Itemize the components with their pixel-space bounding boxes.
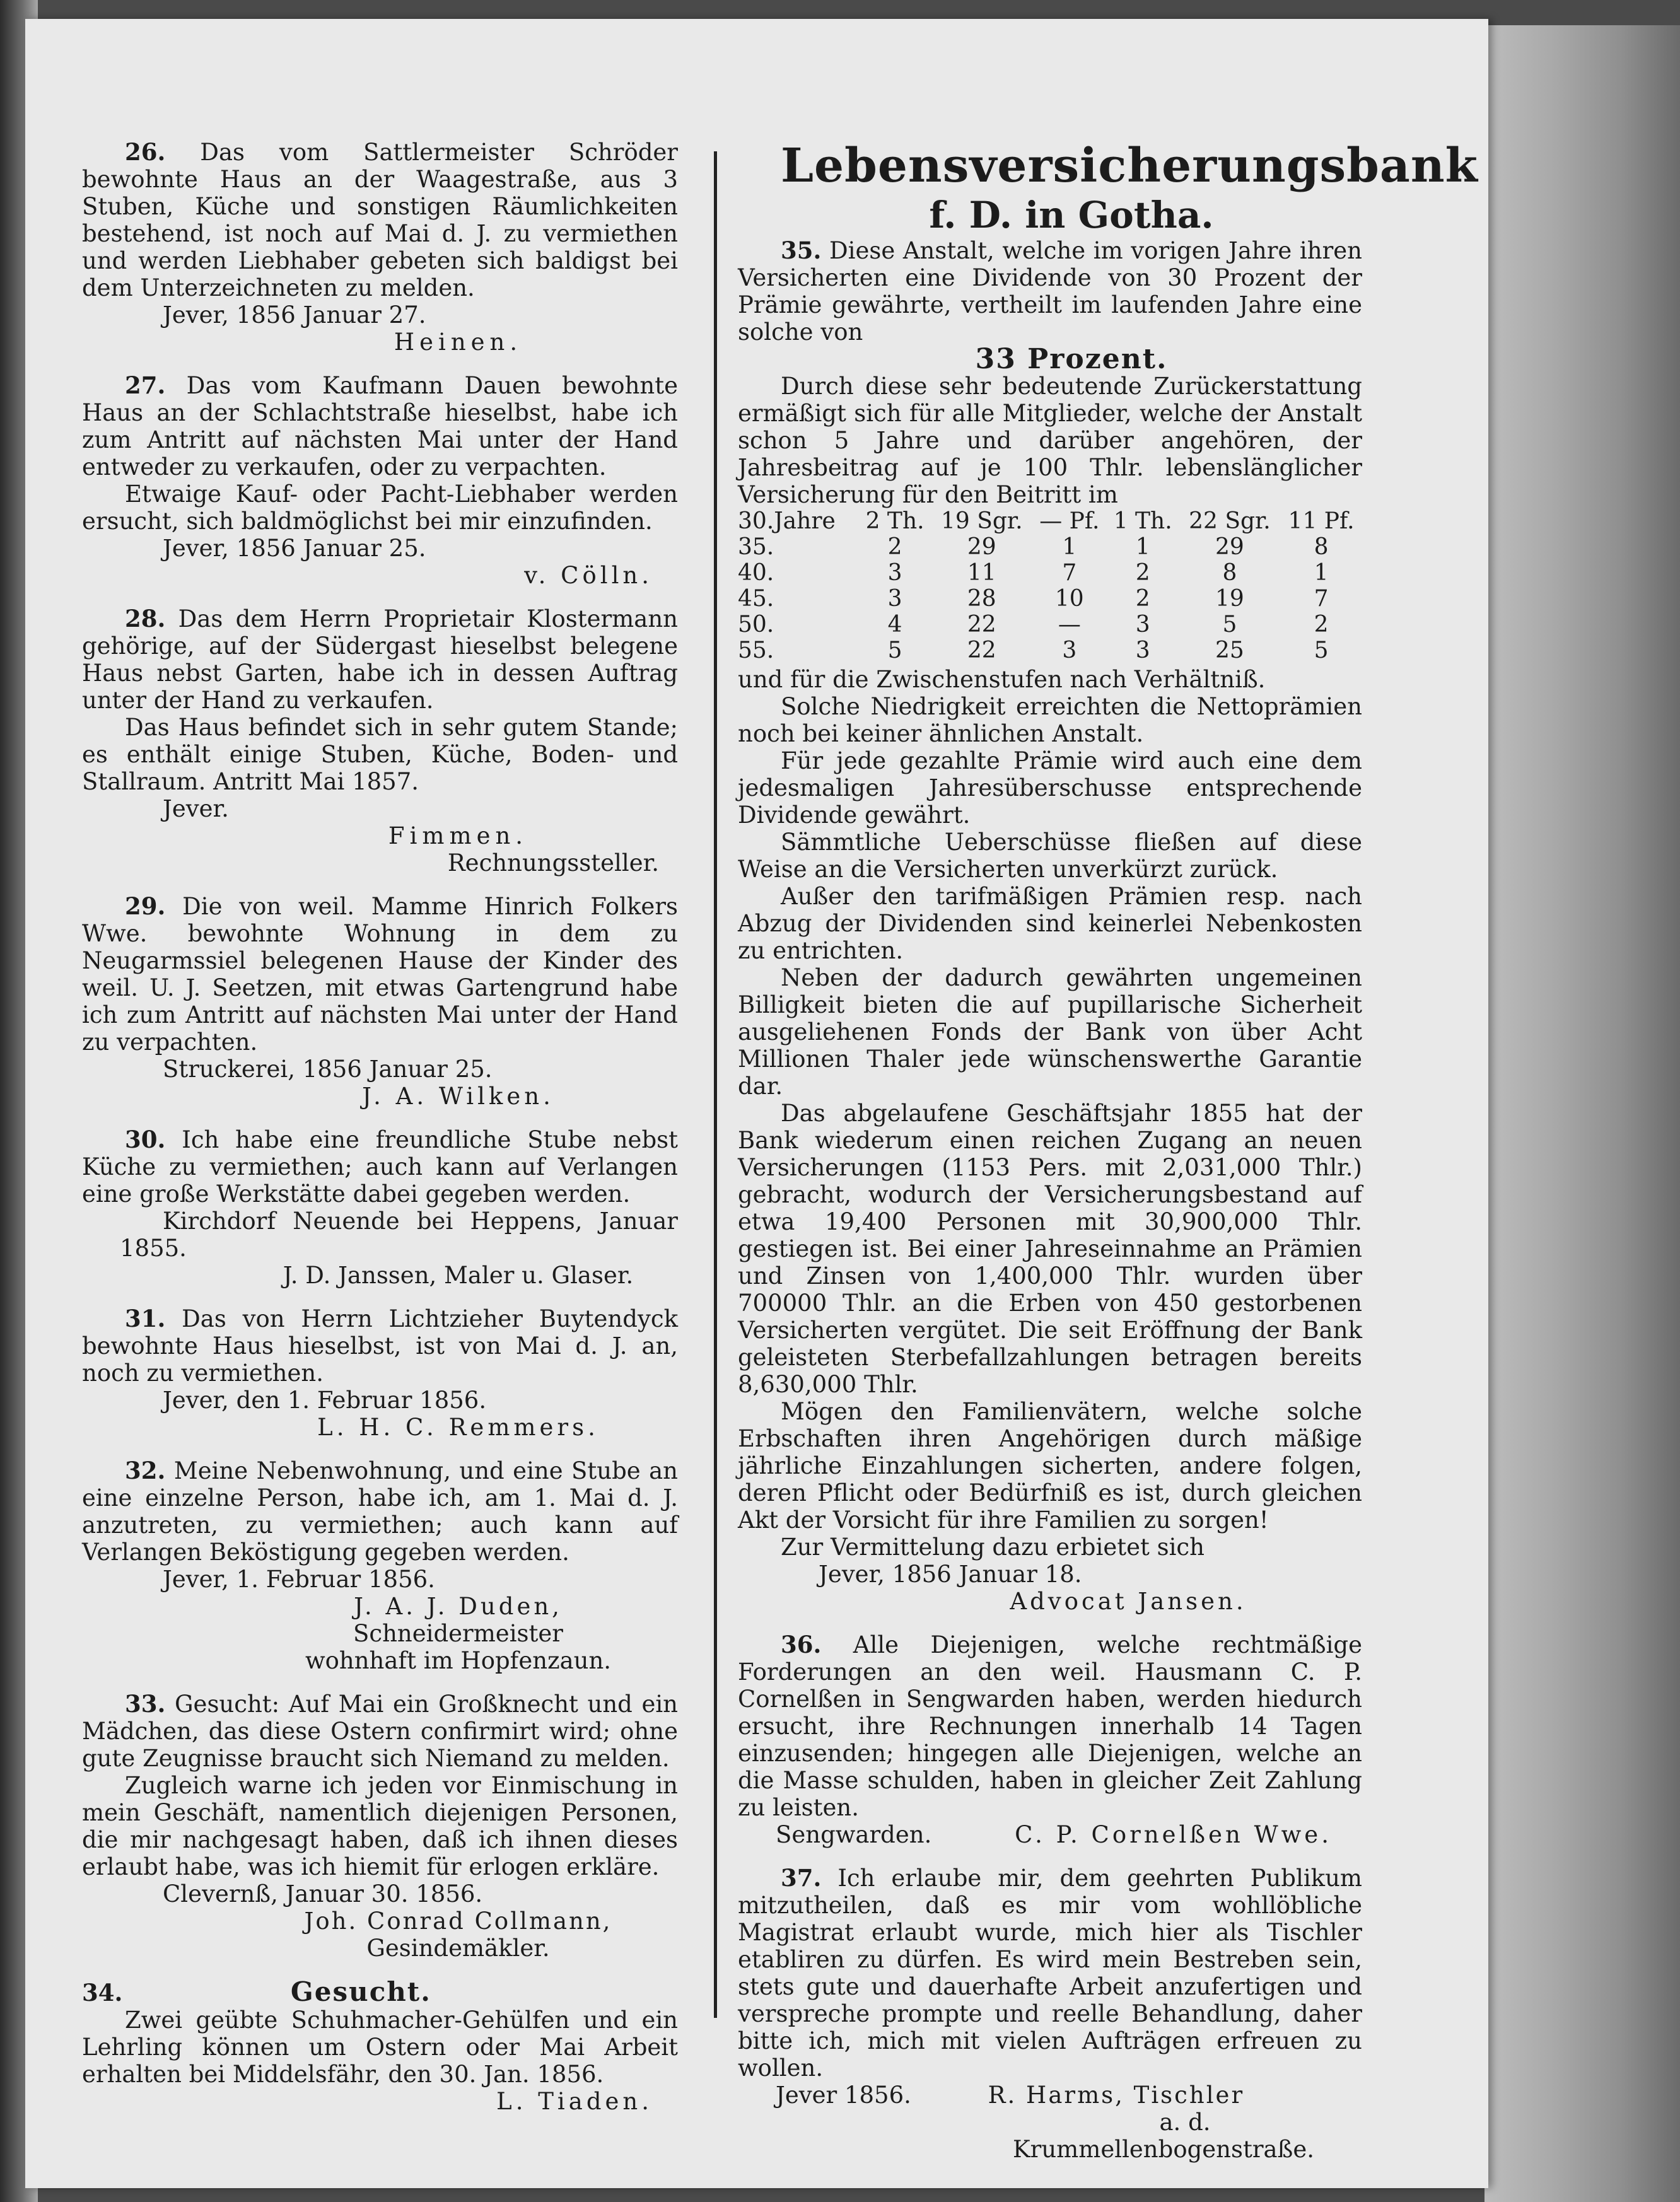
ad-signature: J. A. J. Duden, (354, 1593, 563, 1620)
rate-age: 55. (738, 638, 774, 663)
newspaper-page (25, 19, 1488, 2188)
ad-number: 26. (125, 138, 166, 166)
rates-note: und für die Zwischenstufen nach Verhältniß. (738, 666, 1266, 693)
rate-from-sgr: 11 (967, 560, 996, 586)
ad-paragraph: Das vom Sattlermeister Schröder bewohnte Haus an der Waagestraße, aus 3 Stuben, Küche und sonstigen Räumlichkeiten bestehend, ist noch auf Mai d. J. zu vermiethen und werden Liebhaber gebeten sich baldigst bei dem Unterzeichneten zu melden. (82, 139, 678, 301)
book-cover-edge (1485, 25, 1680, 2202)
ad-27 (82, 372, 678, 589)
ad-32 (82, 1457, 678, 1674)
ad-number: 29. (125, 892, 166, 920)
ad-signature: Fimmen. (388, 822, 528, 849)
rate-to-pf: 11 Pf. (1288, 508, 1355, 534)
ad-paragraph: Das dem Herrn Proprietair Klostermann gehörige, auf der Südergast hieselbst belegene Haus nebst Garten, habe ich in dessen Auftrag unter der Hand zu verkaufen. (82, 605, 678, 714)
bank-reduction: Durch diese sehr bedeutende Zurückerstattung ermäßigt sich für alle Mitglieder, welche der Anstalt schon 5 Jahre und darüber angehören, der Jahresbeitrag auf je 100 Thlr. lebenslänglicher Versicherung für den Beitritt im (738, 373, 1362, 508)
bank-paragraph: Solche Niedrigkeit erreichten die Nettoprämien noch bei keiner ähnlichen Anstalt. (738, 693, 1362, 747)
ad-paragraph: Etwaige Kauf- oder Pacht-Liebhaber werden ersucht, sich baldmöglichst bei mir einzufinden. (82, 481, 678, 535)
ad-paragraph: Gesucht: Auf Mai ein Großknecht und ein Mädchen, das diese Ostern confirmirt wird; ohne gute Zeugnisse braucht sich Niemand zu melden. (82, 1691, 679, 1772)
left-column (82, 139, 678, 2131)
ad-signature: Advocat Jansen. (1010, 1588, 1247, 1615)
ad-place-date: Jever. (163, 795, 229, 822)
rate-row (738, 534, 1362, 560)
ad-signature: L. Tiaden. (496, 2088, 653, 2115)
ad-paragraph: Alle Diejenigen, welche rechtmäßige Forderungen an den weil. Hausmann C. P. Cornelßen in Sengwarden haben, werden hiedurch ersucht, ihre Rechnungen innerhalb 14 Tagen einzusenden; hingegen alle Diejenigen, welche an die Masse schulden, haben in gleicher Zeit Zahlung zu leisten. (738, 1631, 1362, 1821)
rate-to-pf: 8 (1314, 534, 1329, 560)
ad-33 (82, 1691, 678, 1962)
ad-signature-address: a. d. Krummellenbogenstraße. (1013, 2109, 1314, 2163)
ad-number: 28. (125, 605, 166, 632)
ad-heading-line (82, 1978, 678, 2007)
ad-text (738, 1865, 1362, 2082)
ad-number: 34. (82, 1979, 123, 2007)
rate-age: 45. (738, 586, 774, 612)
ad-paragraph: Zugleich warne ich jeden vor Einmischung in mein Geschäft, namentlich diejenigen Personen, die mir nachgesagt haben, daß ich ihnen dieses erlaubt habe, was ich hiemit für erlogen erkläre. (82, 1772, 678, 1880)
bank-title: Lebensversicherungsbank (781, 139, 1478, 193)
rate-from-pf: — (1058, 612, 1081, 638)
rate-age: 35. (738, 534, 774, 560)
rate-from-thaler: 4 (887, 612, 902, 638)
ad-signature: J. D. Janssen, Maler u. Glaser. (283, 1262, 634, 1289)
ad-signature-title: Schneidermeister (353, 1620, 563, 1647)
bank-subtitle: f. D. in Gotha. (929, 194, 1214, 236)
rate-to-thaler: 3 (1135, 638, 1150, 663)
ad-number: 31. (125, 1305, 166, 1332)
ad-signature: Joh. Conrad Collmann, (304, 1908, 612, 1935)
ad-30 (82, 1126, 678, 1289)
ad-text (738, 1631, 1362, 1821)
ad-place-date: Clevernß, Januar 30. 1856. (163, 1880, 483, 1908)
ad-text (82, 1691, 678, 1772)
rate-to-sgr: 19 (1215, 586, 1244, 612)
bank-paragraph: Für jede gezahlte Prämie wird auch eine dem jedesmaligen Jahresüberschusse entsprechende Dividende gewährt. (738, 747, 1362, 829)
ad-28 (82, 605, 678, 877)
rate-to-sgr: 29 (1215, 534, 1244, 560)
ad-number: 36. (781, 1631, 822, 1658)
rate-from-thaler: 2 Th. (865, 508, 925, 534)
rate-to-sgr: 22 Sgr. (1189, 508, 1271, 534)
rate-to-thaler: 3 (1135, 612, 1150, 638)
rate-row (738, 508, 1362, 534)
ad-31 (82, 1305, 678, 1441)
ad-signature: C. P. Cornelßen Wwe. (1015, 1821, 1332, 1848)
ad-place-date: Sengwarden. (776, 1821, 932, 1848)
rate-age: 40. (738, 560, 774, 586)
rate-from-pf: 7 (1062, 560, 1077, 586)
rate-row (738, 638, 1362, 663)
ad-text (82, 139, 678, 301)
ad-number: 27. (125, 371, 166, 399)
rate-from-thaler: 5 (887, 638, 902, 663)
rate-row (738, 612, 1362, 638)
rate-to-pf: 1 (1314, 560, 1329, 586)
rate-from-sgr: 28 (967, 586, 996, 612)
ad-place-date: Jever, 1856 Januar 27. (163, 301, 426, 329)
ad-place-date: Jever, den 1. Februar 1856. (163, 1387, 487, 1414)
ad-text (82, 1305, 678, 1387)
rate-to-sgr: 5 (1222, 612, 1237, 638)
rate-from-pf: 3 (1062, 638, 1077, 663)
ad-paragraph: Meine Nebenwohnung, und eine Stube an eine einzelne Person, habe ich, am 1. Mai d. J. anzutreten, zu vermiethen; auch kann auf Verlangen Beköstigung gegeben werden. (82, 1457, 679, 1566)
rate-from-pf: — Pf. (1039, 508, 1100, 534)
bank-paragraph: Sämmtliche Ueberschüsse fließen auf diese Weise an die Versicherten unverkürzt zurück. (738, 829, 1362, 883)
rate-row (738, 586, 1362, 612)
bank-paragraph: Außer den tarifmäßigen Prämien resp. nach Abzug der Dividenden sind keinerlei Nebenkosten zu entrichten. (738, 883, 1362, 964)
right-column (738, 139, 1478, 2179)
rate-to-thaler: 2 (1135, 560, 1150, 586)
rate-to-pf: 7 (1314, 586, 1329, 612)
bank-paragraph: Das abgelaufene Geschäftsjahr 1855 hat der Bank wiederum einen reichen Zugang an neuen Versicherungen (1153 Pers. mit 2,031,000 Thlr.) gebracht, wodurch der Versicherungsbestand auf etwa 19,400 Personen mit 30,900,000 Thlr. gestiegen ist. Bei einer Jahreseinnahme an Prämien und Zinsen von 1,400,000 Thlr. wurden über 700000 Thlr. an die Erben von 450 gestorbenen Versicherten vergütet. Die seit Eröffnung der Bank geleisteten Sterbefallzahlungen betragen bereits 8,630,000 Thlr. (738, 1100, 1362, 1398)
ad-signature: J. A. Wilken. (362, 1083, 554, 1110)
rate-from-sgr: 22 (967, 612, 996, 638)
ad-paragraph: Ich habe eine freundliche Stube nebst Küche zu vermiethen; auch kann auf Verlangen eine große Werkstätte dabei gegeben werden. (82, 1126, 678, 1208)
ad-text (82, 1457, 678, 1566)
ad-29 (82, 893, 678, 1110)
ad-paragraph: Ich erlaube mir, dem geehrten Publikum mitzutheilen, daß es mir vom wohllöbliche Magistrat erlaubt wurde, mich hier als Tischler etabliren zu dürfen. Es wird mein Bestreben sein, stets gute und dauerhafte Arbeit anzufertigen und verspreche prompte und reelle Behandlung, daher bitte ich, mich mit vielen Aufträgen erfreuen zu wollen. (738, 1865, 1362, 2082)
ad-place-date: Struckerei, 1856 Januar 25. (163, 1056, 493, 1083)
column-divider (714, 151, 717, 2018)
rate-from-thaler: 3 (887, 560, 902, 586)
rate-to-thaler: 2 (1135, 586, 1150, 612)
ad-signature: R. Harms, Tischler (988, 2082, 1245, 2109)
ad-place-date: Jever, 1. Februar 1856. (163, 1566, 435, 1593)
ad-34 (82, 1978, 678, 2115)
rate-to-thaler: 1 (1135, 534, 1150, 560)
rate-from-pf: 1 (1062, 534, 1077, 560)
ad-text (82, 605, 678, 714)
ad-signature: v. Cölln. (524, 562, 653, 589)
ad-text (82, 372, 678, 481)
rate-from-sgr: 19 Sgr. (940, 508, 1023, 534)
ad-number: 33. (125, 1690, 166, 1718)
rate-table (738, 508, 1362, 663)
ad-number: 32. (125, 1457, 166, 1484)
rate-to-thaler: 1 Th. (1113, 508, 1172, 534)
ad-signature-address: wohnhaft im Hopfenzaun. (305, 1647, 612, 1674)
ad-36 (738, 1631, 1362, 1848)
bank-paragraph: Zur Vermittelung dazu erbietet sich (781, 1534, 1205, 1561)
ad-place-date: Jever, 1856 Januar 18. (819, 1561, 1082, 1588)
ad-paragraph: Das von Herrn Lichtzieher Buytendyck bewohnte Haus hieselbst, ist von Mai d. J. an, noch zu vermiethen. (82, 1305, 678, 1387)
ad-paragraph: Die von weil. Mamme Hinrich Folkers Wwe. bewohnte Wohnung in dem zu Neugarmssiel belegenen Hause der Kinder des weil. U. J. Seetzen, mit etwas Gartengrund habe ich zum Antritt auf nächsten Mai unter der Hand zu verpachten. (82, 893, 679, 1056)
rate-from-thaler: 2 (887, 534, 902, 560)
ad-signature: L. H. C. Remmers. (317, 1414, 599, 1441)
rate-from-pf: 10 (1054, 586, 1084, 612)
ad-signature-title: Gesindemäkler. (366, 1935, 550, 1962)
rate-from-sgr: 29 (967, 534, 996, 560)
ad-text (82, 893, 678, 1056)
ad-place-date: Jever, 1856 Januar 25. (163, 535, 426, 562)
rate-age: 30.Jahre (738, 508, 836, 534)
bank-intro: Diese Anstalt, welche im vorigen Jahre ihren Versicherten eine Dividende von 30 Prozent der Prämie gewährte, vertheilt im laufenden Jahre eine solche von (738, 237, 1362, 346)
bank-ad (738, 139, 1478, 1615)
ad-37 (738, 1865, 1362, 2163)
rate-to-pf: 2 (1314, 612, 1329, 638)
bank-percent: 33 Prozent. (975, 343, 1168, 375)
rate-from-sgr: 22 (967, 638, 996, 663)
ad-number: 37. (781, 1864, 822, 1892)
rate-age: 50. (738, 612, 774, 638)
ad-26 (82, 139, 678, 356)
ad-sign-line (738, 1821, 1362, 1848)
rate-from-thaler: 3 (887, 586, 902, 612)
ad-signature: Heinen. (394, 329, 523, 356)
rate-to-pf: 5 (1314, 638, 1329, 663)
ad-heading: Gesucht. (290, 1976, 431, 2007)
ad-signature-title: Rechnungssteller. (447, 849, 659, 877)
ad-number: 35. (781, 236, 822, 264)
ad-text (738, 237, 1362, 346)
bank-paragraph: Neben der dadurch gewährten ungemeinen Billigkeit bieten die auf pupillarische Sicherheit ausgeliehenen Fonds der Bank von über Acht Millionen Thaler jede wünschenswerthe Garantie dar. (738, 964, 1362, 1100)
ad-place-date: Jever 1856. (776, 2082, 911, 2109)
ad-paragraph: Zwei geübte Schuhmacher-Gehülfen und ein Lehrling können um Ostern oder Mai Arbeit erhalten bei Middelsfähr, den 30. Jan. 1856. (82, 2007, 678, 2088)
bank-paragraph: Mögen den Familienvätern, welche solche Erbschaften ihren Angehörigen durch mäßige jährliche Einzahlungen sicherten, andere folgen, deren Pflicht oder Bedürfniß es ist, durch gleichen Akt der Vorsicht für ihre Familien zu sorgen! (738, 1398, 1362, 1534)
ad-paragraph: Das Haus befindet sich in sehr gutem Stande; es enthält einige Stuben, Küche, Boden- und Stallraum. Antritt Mai 1857. (82, 714, 678, 795)
rate-table-body (738, 508, 1362, 663)
ad-text (82, 1126, 678, 1208)
ad-paragraph: Das vom Kaufmann Dauen bewohnte Haus an der Schlachtstraße hieselbst, habe ich zum Antritt auf nächsten Mai unter der Hand entweder zu verkaufen, oder zu verpachten. (82, 372, 678, 481)
ad-sign-line (738, 2082, 1362, 2109)
rate-row (738, 560, 1362, 586)
rate-to-sgr: 8 (1222, 560, 1237, 586)
ad-place-date: Kirchdorf Neuende bei Heppens, Januar 1855. (120, 1208, 678, 1262)
ad-number: 30. (125, 1126, 166, 1153)
rate-to-sgr: 25 (1215, 638, 1244, 663)
